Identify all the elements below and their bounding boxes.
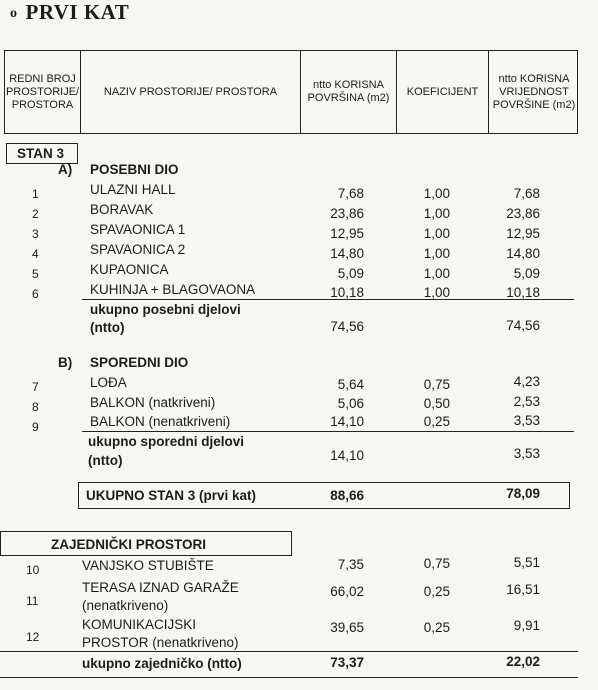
section-b-letter: B) (58, 355, 73, 370)
page-title (10, 0, 129, 25)
room-area: 14,80 (330, 246, 364, 261)
room-coef: 0,25 (423, 414, 450, 429)
room-name-note: (nenatkriveno) (82, 598, 169, 613)
room-name-note: PROSTOR (nenatkriveno) (82, 635, 239, 650)
divider (82, 431, 574, 432)
stan-label-box (6, 143, 78, 164)
room-name: BORAVAK (90, 202, 154, 217)
room-name: BALKON (nenatkriveni) (90, 414, 231, 429)
section-b-name: SPOREDNI DIO (90, 355, 189, 370)
divider (0, 677, 578, 678)
header-korisna-povrsina: ntto KORISNA POVRŠINA (m2) (301, 51, 397, 133)
row-number: 3 (32, 227, 39, 241)
common-label: ZAJEDNIČKI PROSTORI (51, 537, 207, 552)
room-area: 12,95 (330, 226, 364, 241)
common-total-area: 73,37 (330, 655, 364, 670)
stan-total-label: UKUPNO STAN 3 (prvi kat) (86, 488, 257, 503)
room-value: 16,51 (506, 582, 540, 597)
stan-total-value: 78,09 (506, 486, 540, 501)
room-coef: 0,75 (423, 377, 450, 392)
subtotal-a-label: ukupno posebni djelovi (90, 302, 241, 317)
room-name: VANJSKO STUBIŠTE (82, 558, 214, 573)
divider (0, 651, 578, 652)
row-number: 8 (32, 400, 39, 414)
room-area: 14,10 (330, 414, 364, 429)
subtotal-a-area: 74,56 (330, 319, 364, 334)
table-header (4, 50, 578, 134)
header-vrijednost-povrsine: ntto KORISNA VRIJEDNOST POVRŠINE (m2) (492, 72, 576, 111)
row-number: 11 (26, 594, 39, 608)
room-coef: 0,75 (423, 556, 450, 571)
header-naziv: NAZIV PROSTORIJE/ PROSTORA (81, 51, 301, 133)
room-value: 3,53 (513, 413, 540, 428)
room-value: 5,09 (513, 266, 540, 281)
room-name: LOĐA (90, 375, 127, 390)
room-name: ULAZNI HALL (90, 182, 176, 197)
room-area: 66,02 (330, 584, 364, 599)
section-a-name: POSEBNI DIO (90, 162, 179, 177)
room-name: KOMUNIKACIJSKI (82, 617, 197, 632)
stan-total-area: 88,66 (330, 488, 364, 503)
room-area: 5,06 (337, 396, 364, 411)
room-coef: 1,00 (423, 226, 450, 241)
room-value: 9,91 (513, 618, 540, 633)
room-coef: 0,50 (423, 396, 450, 411)
room-area: 5,09 (337, 266, 364, 281)
room-coef: 1,00 (423, 246, 450, 261)
room-coef: 1,00 (423, 186, 450, 201)
room-value: 12,95 (506, 226, 540, 241)
common-total-label: ukupno zajedničko (ntto) (82, 656, 242, 671)
row-number: 2 (32, 207, 39, 221)
room-name: KUHINJA + BLAGOVAONA (90, 282, 256, 297)
room-area: 7,35 (337, 557, 364, 572)
room-coef: 0,25 (423, 620, 450, 635)
common-label-box (0, 531, 292, 556)
stan-label: STAN 3 (17, 146, 65, 161)
room-name: TERASA IZNAD GARAŽE (82, 580, 239, 595)
room-value: 5,51 (513, 555, 540, 570)
room-area: 5,64 (337, 377, 364, 392)
subtotal-b-value: 3,53 (513, 446, 540, 461)
row-number: 10 (26, 563, 40, 577)
row-number: 7 (32, 380, 39, 394)
room-coef: 1,00 (423, 266, 450, 281)
bullet-icon: o (10, 6, 18, 21)
header-redni-broj: REDNI BROJ PROSTORIJE/ PROSTORA (5, 51, 81, 133)
room-name: KUPAONICA (90, 262, 169, 277)
room-value: 14,80 (506, 246, 540, 261)
common-total-value: 22,02 (506, 654, 540, 669)
room-area: 10,18 (330, 285, 364, 300)
room-value: 4,23 (513, 374, 540, 389)
room-area: 39,65 (330, 620, 364, 635)
row-number: 6 (32, 287, 39, 301)
subtotal-a-label-ntto: (ntto) (90, 320, 125, 335)
room-value: 7,68 (513, 186, 540, 201)
row-number: 4 (32, 247, 39, 261)
header-koeficijent: KOEFICIJENT (397, 51, 489, 133)
subtotal-b-label: ukupno sporedni djelovi (88, 434, 245, 449)
row-number: 12 (26, 630, 40, 644)
room-coef: 1,00 (423, 285, 450, 300)
section-a-letter: A) (58, 162, 73, 177)
divider (82, 299, 574, 300)
room-name: BALKON (natkriveni) (90, 395, 216, 410)
row-number: 9 (32, 420, 39, 434)
room-name: SPAVAONICA 1 (90, 222, 186, 237)
room-area: 7,68 (337, 186, 364, 201)
floor-title: PRVI KAT (25, 0, 130, 24)
room-area: 23,86 (330, 206, 364, 221)
row-number: 5 (32, 267, 39, 281)
subtotal-a-value: 74,56 (506, 318, 540, 333)
room-coef: 1,00 (423, 206, 450, 221)
row-number: 1 (32, 187, 39, 201)
room-coef: 0,25 (423, 584, 450, 599)
room-name: SPAVAONICA 2 (90, 242, 186, 257)
room-value: 2,53 (513, 394, 540, 409)
subtotal-b-area: 14,10 (330, 448, 364, 463)
room-value: 10,18 (506, 285, 540, 300)
subtotal-b-label-ntto: (ntto) (88, 453, 123, 468)
room-value: 23,86 (506, 206, 540, 221)
